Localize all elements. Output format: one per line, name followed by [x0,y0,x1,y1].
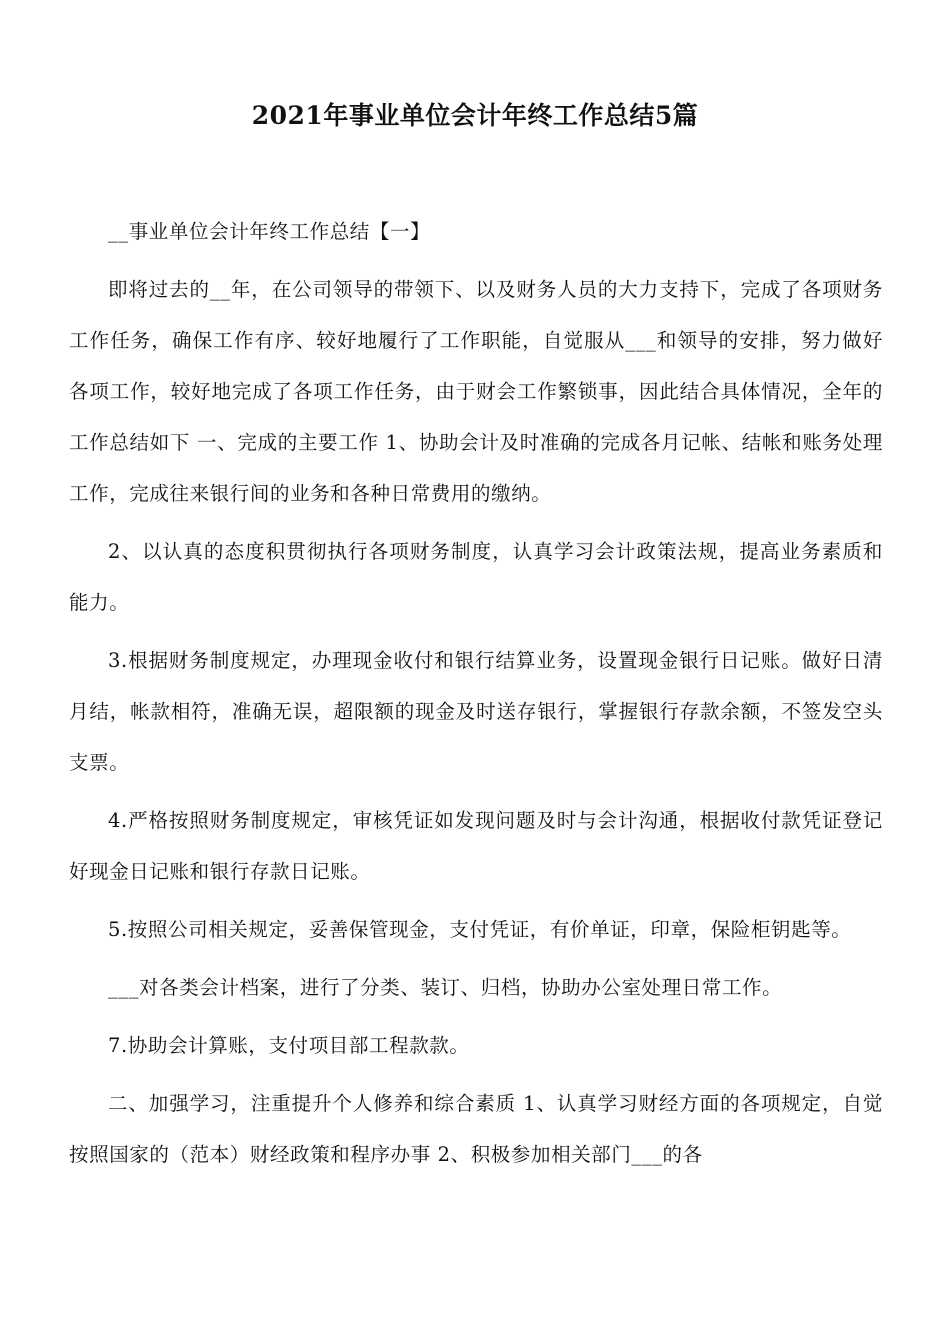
paragraph: 即将过去的__年，在公司领导的带领下、以及财务人员的大力支持下，完成了各项财务工作任务，确保工作有序、较好地履行了工作职能，自觉服从___和领导的安排，努力做好各项工作，较好地完成了各项工作任务，由于财会工作繁锁事，因此结合具体情况，全年的工作总结如下 一、完成的主要工作 1、协助会计及时准确的完成各月记帐、结帐和账务处理工作，完成往来银行间的业务和各种日常费用的缴纳。 [69,278,883,505]
document-body [69,206,883,1187]
paragraph: 3.根据财务制度规定，办理现金收付和银行结算业务，设置现金银行日记账。做好日清月结，帐款相符，准确无误，超限额的现金及时送存银行，掌握银行存款余额，不签发空头支票。 [69,649,883,774]
paragraph: ___对各类会计档案，进行了分类、装订、归档，协助办公室处理日常工作。 [108,976,783,999]
document-title: 2021年事业单位会计年终工作总结5篇 [251,101,699,130]
section-heading: __事业单位会计年终工作总结【一】 [108,220,431,243]
paragraph: 二、加强学习，注重提升个人修养和综合素质 1、认真学习财经方面的各项规定，自觉按照国家的（范本）财经政策和程序办事 2、积极参加相关部门___的各 [69,1092,883,1166]
paragraph: 5.按照公司相关规定，妥善保管现金，支付凭证，有价单证，印章，保险柜钥匙等。 [108,918,852,941]
paragraph: 7.协助会计算账，支付项目部工程款款。 [108,1034,470,1057]
paragraph: 2、以认真的态度积贯彻执行各项财务制度，认真学习会计政策法规，提高业务素质和能力。 [69,540,883,614]
paragraph: 4.严格按照财务制度规定，审核凭证如发现问题及时与会计沟通，根据收付款凭证登记好现金日记账和银行存款日记账。 [69,809,883,883]
